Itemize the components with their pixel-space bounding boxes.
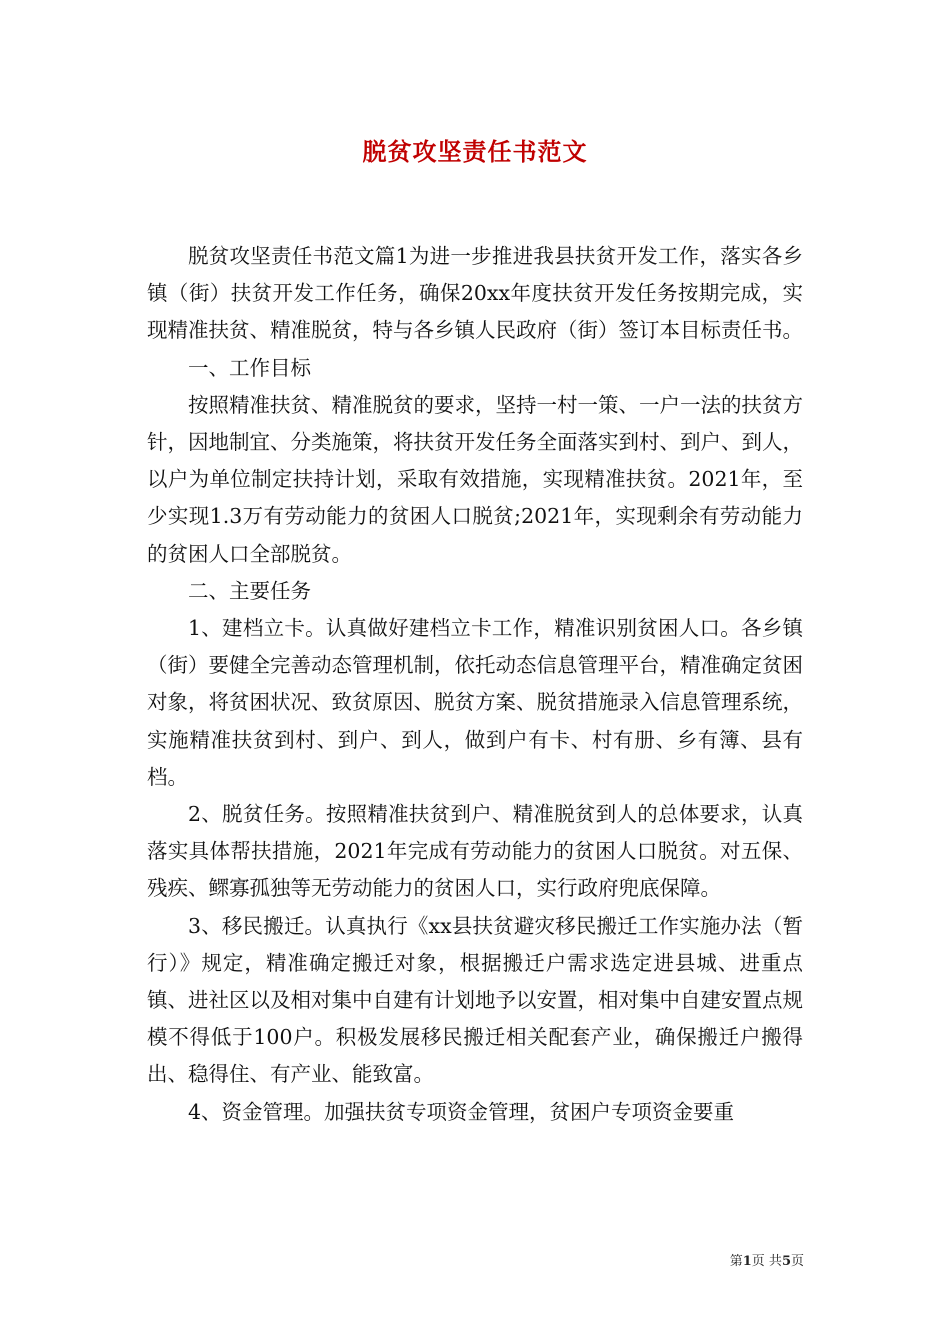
section-heading-main-tasks: 二、主要任务	[188, 578, 311, 603]
paragraph-task-2: 2、脱贫任务。按照精准扶贫到户、精准脱贫到人的总体要求，认真落实具体帮扶措施，2021年完成有劳动能力的贫困人口脱贫。对五保、残疾、鳏寡孤独等无劳动能力的贫困人口，实行政府兜底保障。	[147, 802, 803, 901]
paragraph-task-1: 1、建档立卡。认真做好建档立卡工作，精准识别贫困人口。各乡镇（街）要健全完善动态管理机制，依托动态信息管理平台，精准确定贫困对象，将贫困状况、致贫原因、脱贫方案、脱贫措施录入信息管理系统，实施精准扶贫到村、到户、到人，做到户有卡、村有册、乡有簿、县有档。	[147, 616, 803, 789]
paragraph-task-3: 3、移民搬迁。认真执行《xx县扶贫避灾移民搬迁工作实施办法（暂行）》规定，精准确定搬迁对象，根据搬迁户需求选定进县城、进重点镇、进社区以及相对集中自建有计划地予以安置，相对集中自建安置点规模不得低于100户。积极发展移民搬迁相关配套产业，确保搬迁户搬得出、稳得住、有产业、能致富。	[147, 913, 803, 1087]
page-footer	[730, 1250, 804, 1269]
section-heading-work-goals: 一、工作目标	[188, 355, 311, 380]
footer-current-page: 1	[742, 1254, 752, 1269]
footer-middle: 页 共	[751, 1254, 782, 1269]
paragraph-task-4: 4、资金管理。加强扶贫专项资金管理，贫困户专项资金要重	[188, 1099, 735, 1124]
paragraph-intro: 脱贫攻坚责任书范文篇1为进一步推进我县扶贫开发工作，落实各乡镇（街）扶贫开发工作任务，确保20xx年度扶贫开发任务按期完成，实现精准扶贫、精准脱贫，特与各乡镇人民政府（街）签订本目标责任书。	[147, 244, 803, 343]
paragraph-work-goals: 按照精准扶贫、精准脱贫的要求，坚持一村一策、一户一法的扶贫方针，因地制宜、分类施策，将扶贫开发任务全面落实到村、到户、到人，以户为单位制定扶持计划，采取有效措施，实现精准扶贫。2021年，至少实现1.3万有劳动能力的贫困人口脱贫;2021年，实现剩余有劳动能力的贫困人口全部脱贫。	[147, 392, 803, 566]
footer-prefix: 第	[729, 1254, 743, 1269]
document-body	[147, 238, 803, 1131]
document-title: 脱贫攻坚责任书范文	[362, 137, 588, 166]
footer-total-pages: 5	[781, 1254, 791, 1269]
footer-suffix: 页	[790, 1254, 804, 1269]
